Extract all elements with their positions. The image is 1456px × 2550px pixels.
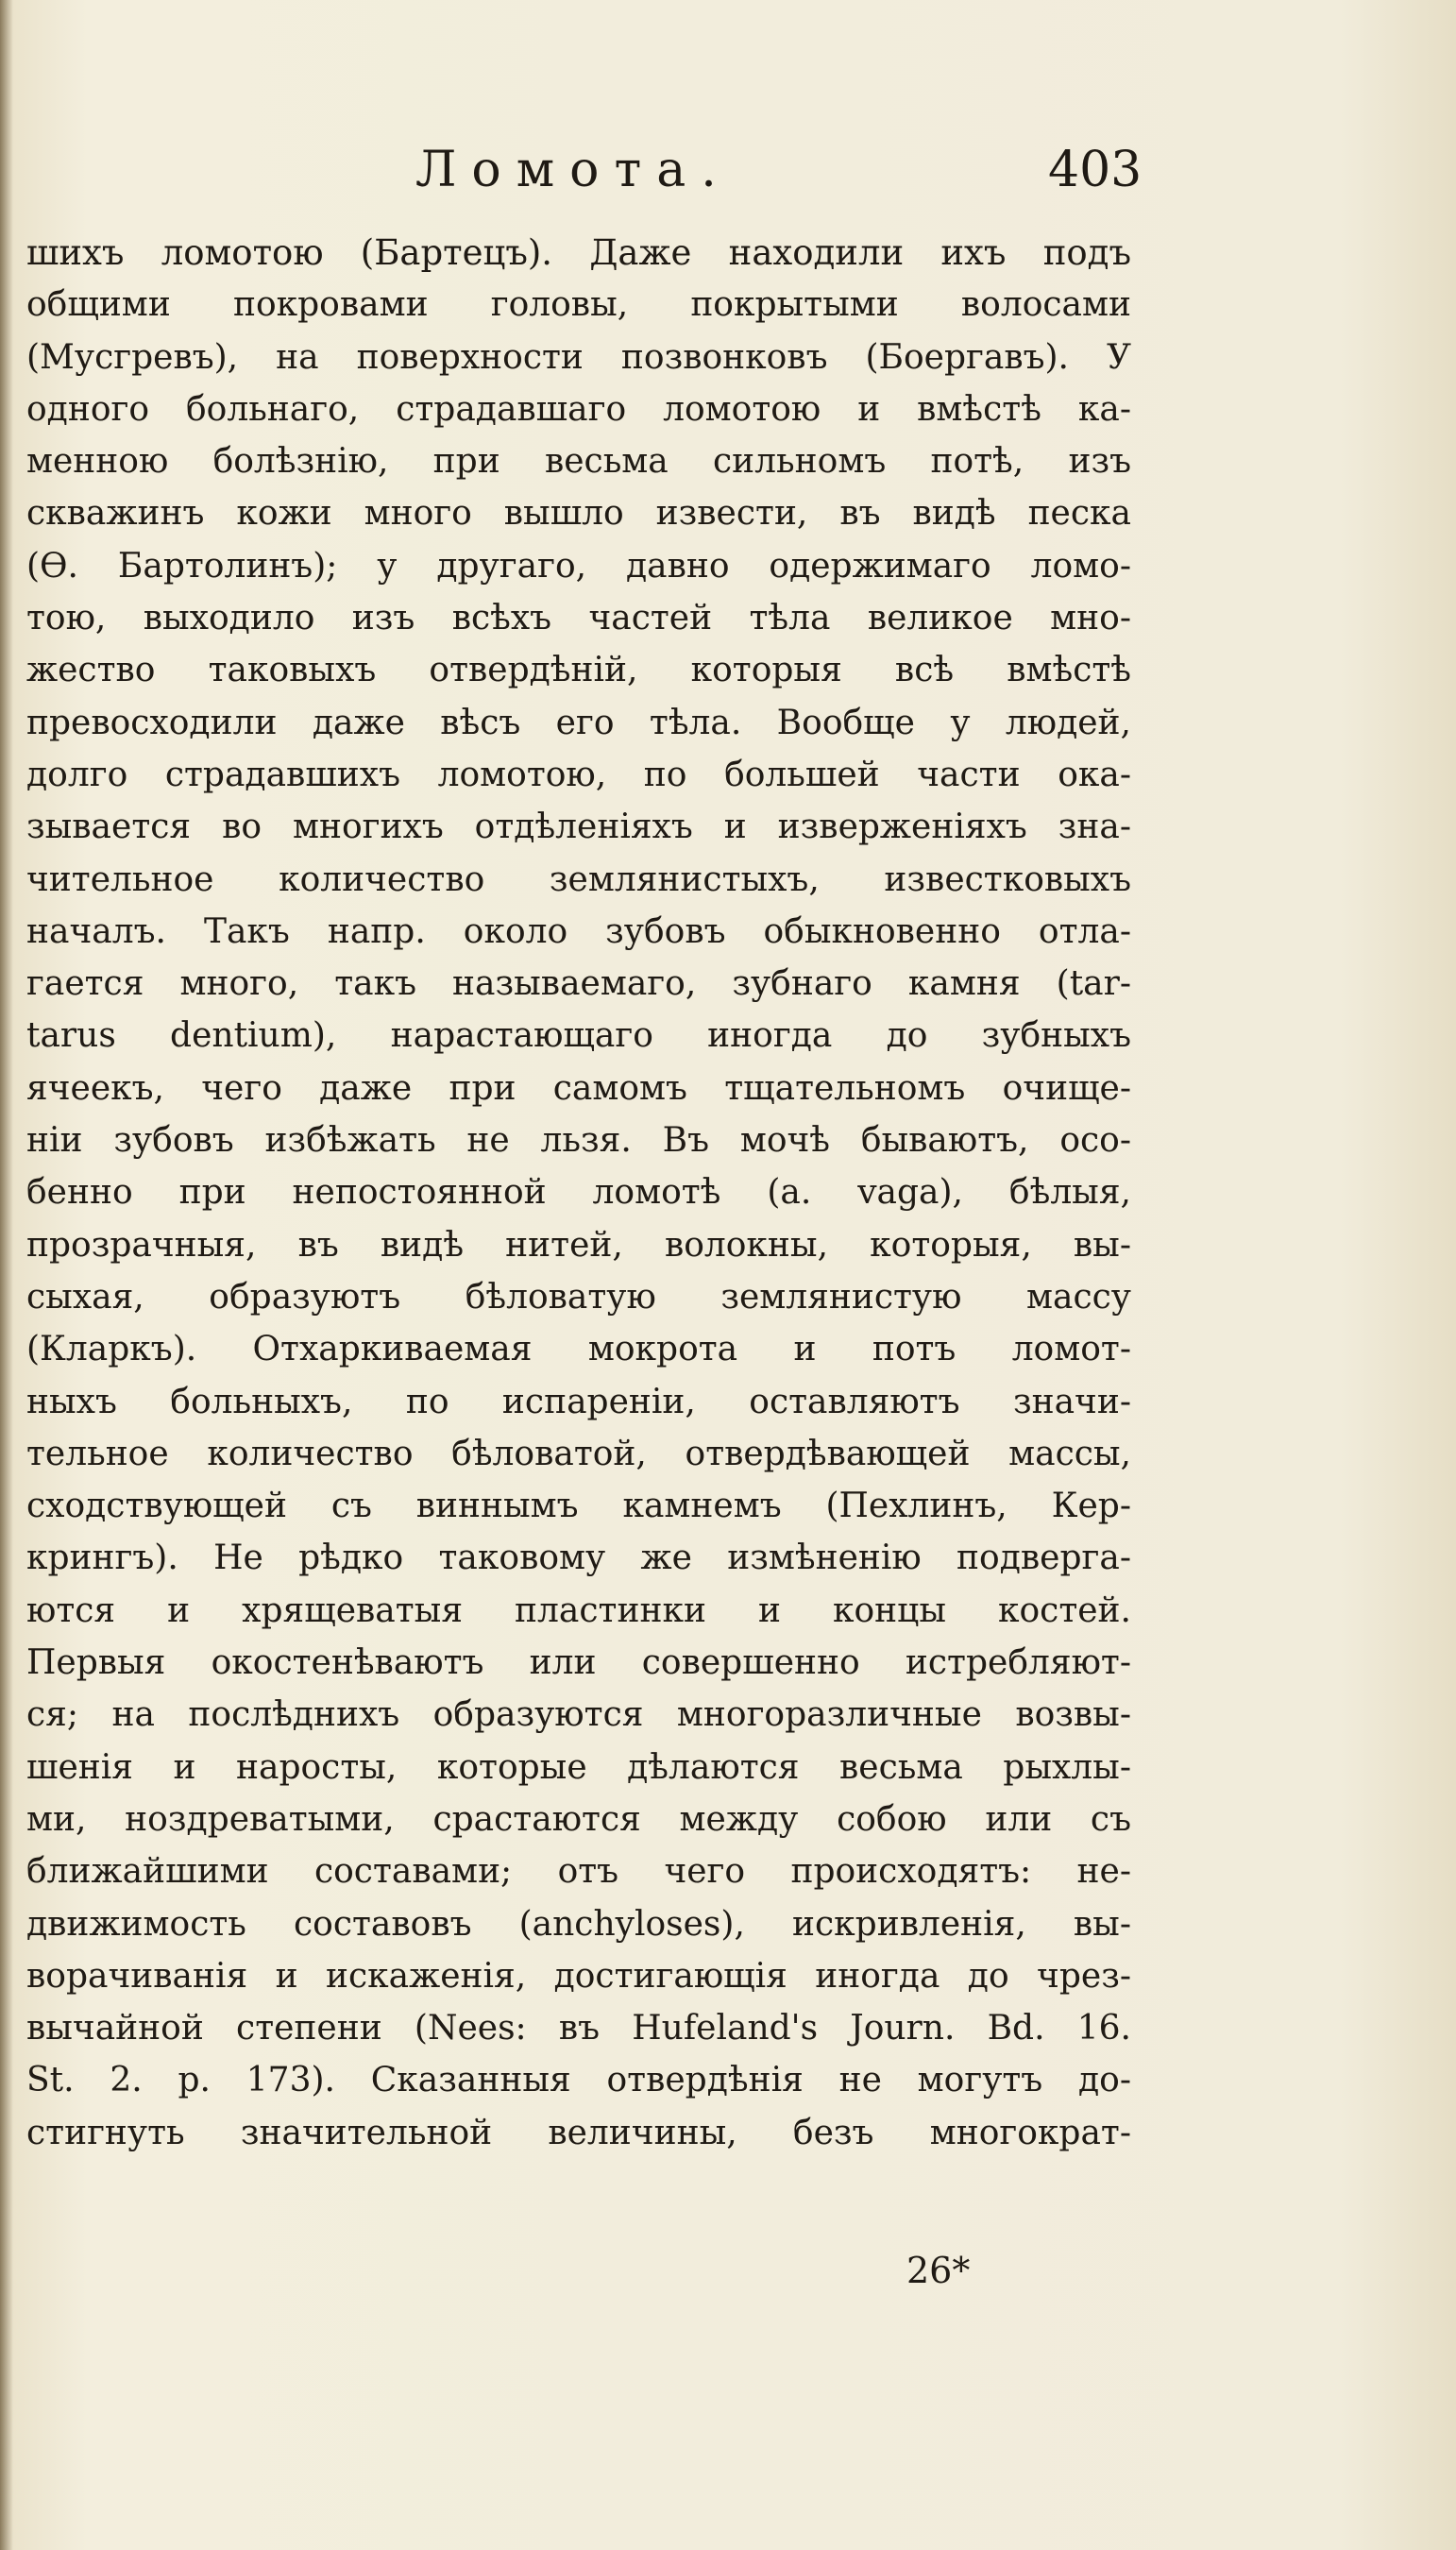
- text-line: ныхъ больныхъ, по испареніи, оставляютъ значи-: [26, 1382, 1131, 1421]
- text-line: долго страдавшихъ ломотою, по большей части ока-: [26, 755, 1131, 794]
- text-line: вычайной степени (Nees: въ Hufeland's Journ. Bd. 16.: [26, 2009, 1131, 2048]
- text-line: ются и хрящеватыя пластинки и концы костей.: [26, 1590, 1131, 1630]
- text-line: одного больнаго, страдавшаго ломотою и вмѣстѣ ка-: [26, 389, 1131, 429]
- text-line: прозрачныя, въ видѣ нитей, волокны, которыя, вы-: [26, 1225, 1131, 1265]
- text-line: превосходили даже вѣсъ его тѣла. Вообще у людей,: [26, 703, 1131, 742]
- text-line: ся; на послѣднихъ образуются многоразличные возвы-: [26, 1695, 1131, 1735]
- text-line: шихъ ломотою (Бартецъ). Даже находили ихъ подъ: [26, 232, 1131, 273]
- text-line: жество таковыхъ отвердѣній, которыя всѣ вмѣстѣ: [26, 651, 1131, 690]
- text-line: (Мусгревъ), на поверхности позвонковъ (Боергавъ). У: [26, 337, 1131, 377]
- text-line: (Кларкъ). Отхаркиваемая мокрота и потъ ломот-: [26, 1330, 1131, 1369]
- text-line: тельное количество бѣловатой, отвердѣвающей массы,: [26, 1434, 1131, 1473]
- text-line: общими покровами головы, покрытыми волосами: [26, 285, 1131, 325]
- page-header: [0, 142, 1456, 217]
- text-line: ми, ноздреватыми, срастаются между собою или съ: [26, 1799, 1131, 1839]
- text-line: движимость составовъ (anchyloses), искривленія, вы-: [26, 1904, 1131, 1944]
- text-line: крингъ). Не рѣдко таковому же измѣненію подверга-: [26, 1538, 1131, 1578]
- page-number: 403: [1048, 142, 1143, 198]
- text-line: скважинъ кожи много вышло извести, въ видѣ песка: [26, 494, 1131, 534]
- text-line: (Ѳ. Бартолинъ); у другаго, давно одержимаго ломо-: [26, 546, 1131, 586]
- body-text: [26, 227, 1131, 2159]
- text-line: менною болѣзнію, при весьма сильномъ потѣ, изъ: [26, 442, 1131, 482]
- text-line: Первыя окостенѣваютъ или совершенно истребляют-: [26, 1643, 1131, 1683]
- text-line: ячеекъ, чего даже при самомъ тщательномъ очище-: [26, 1068, 1131, 1108]
- text-line: шенія и наросты, которые дѣлаются весьма рыхлы-: [26, 1747, 1131, 1787]
- running-title: Ломота.: [415, 142, 732, 198]
- signature-mark: 26*: [906, 2250, 971, 2291]
- text-line: гается много, такъ называемаго, зубнаго камня (tar-: [26, 964, 1131, 1004]
- text-line: ворачиванія и искаженія, достигающія иногда до чрез-: [26, 1956, 1131, 1996]
- text-line: сыхая, образуютъ бѣловатую землянистую массу: [26, 1277, 1131, 1317]
- text-line: тою, выходило изъ всѣхъ частей тѣла великое мно-: [26, 599, 1131, 638]
- text-line: сходствующей съ виннымъ камнемъ (Пехлинъ, Кер-: [26, 1487, 1131, 1526]
- text-line: зывается во многихъ отдѣленіяхъ и изверженіяхъ зна-: [26, 808, 1131, 847]
- text-line: ближайшими составами; отъ чего происходятъ: не-: [26, 1852, 1131, 1892]
- text-line: St. 2. p. 173). Сказанныя отвердѣнія не могутъ до-: [26, 2061, 1131, 2100]
- text-line: чительное количество землянистыхъ, известковыхъ: [26, 859, 1131, 899]
- text-line: ніи зубовъ избѣжать не льзя. Въ мочѣ бываютъ, осо-: [26, 1121, 1131, 1161]
- text-line: началъ. Такъ напр. около зубовъ обыкновенно отла-: [26, 911, 1131, 951]
- text-line: стигнуть значительной величины, безъ многократ-: [26, 2113, 1131, 2152]
- text-line: бенно при непостоянной ломотѣ (a. vaga), бѣлыя,: [26, 1173, 1131, 1213]
- text-line: tarus dentium), нарастающаго иногда до зубныхъ: [26, 1016, 1131, 1056]
